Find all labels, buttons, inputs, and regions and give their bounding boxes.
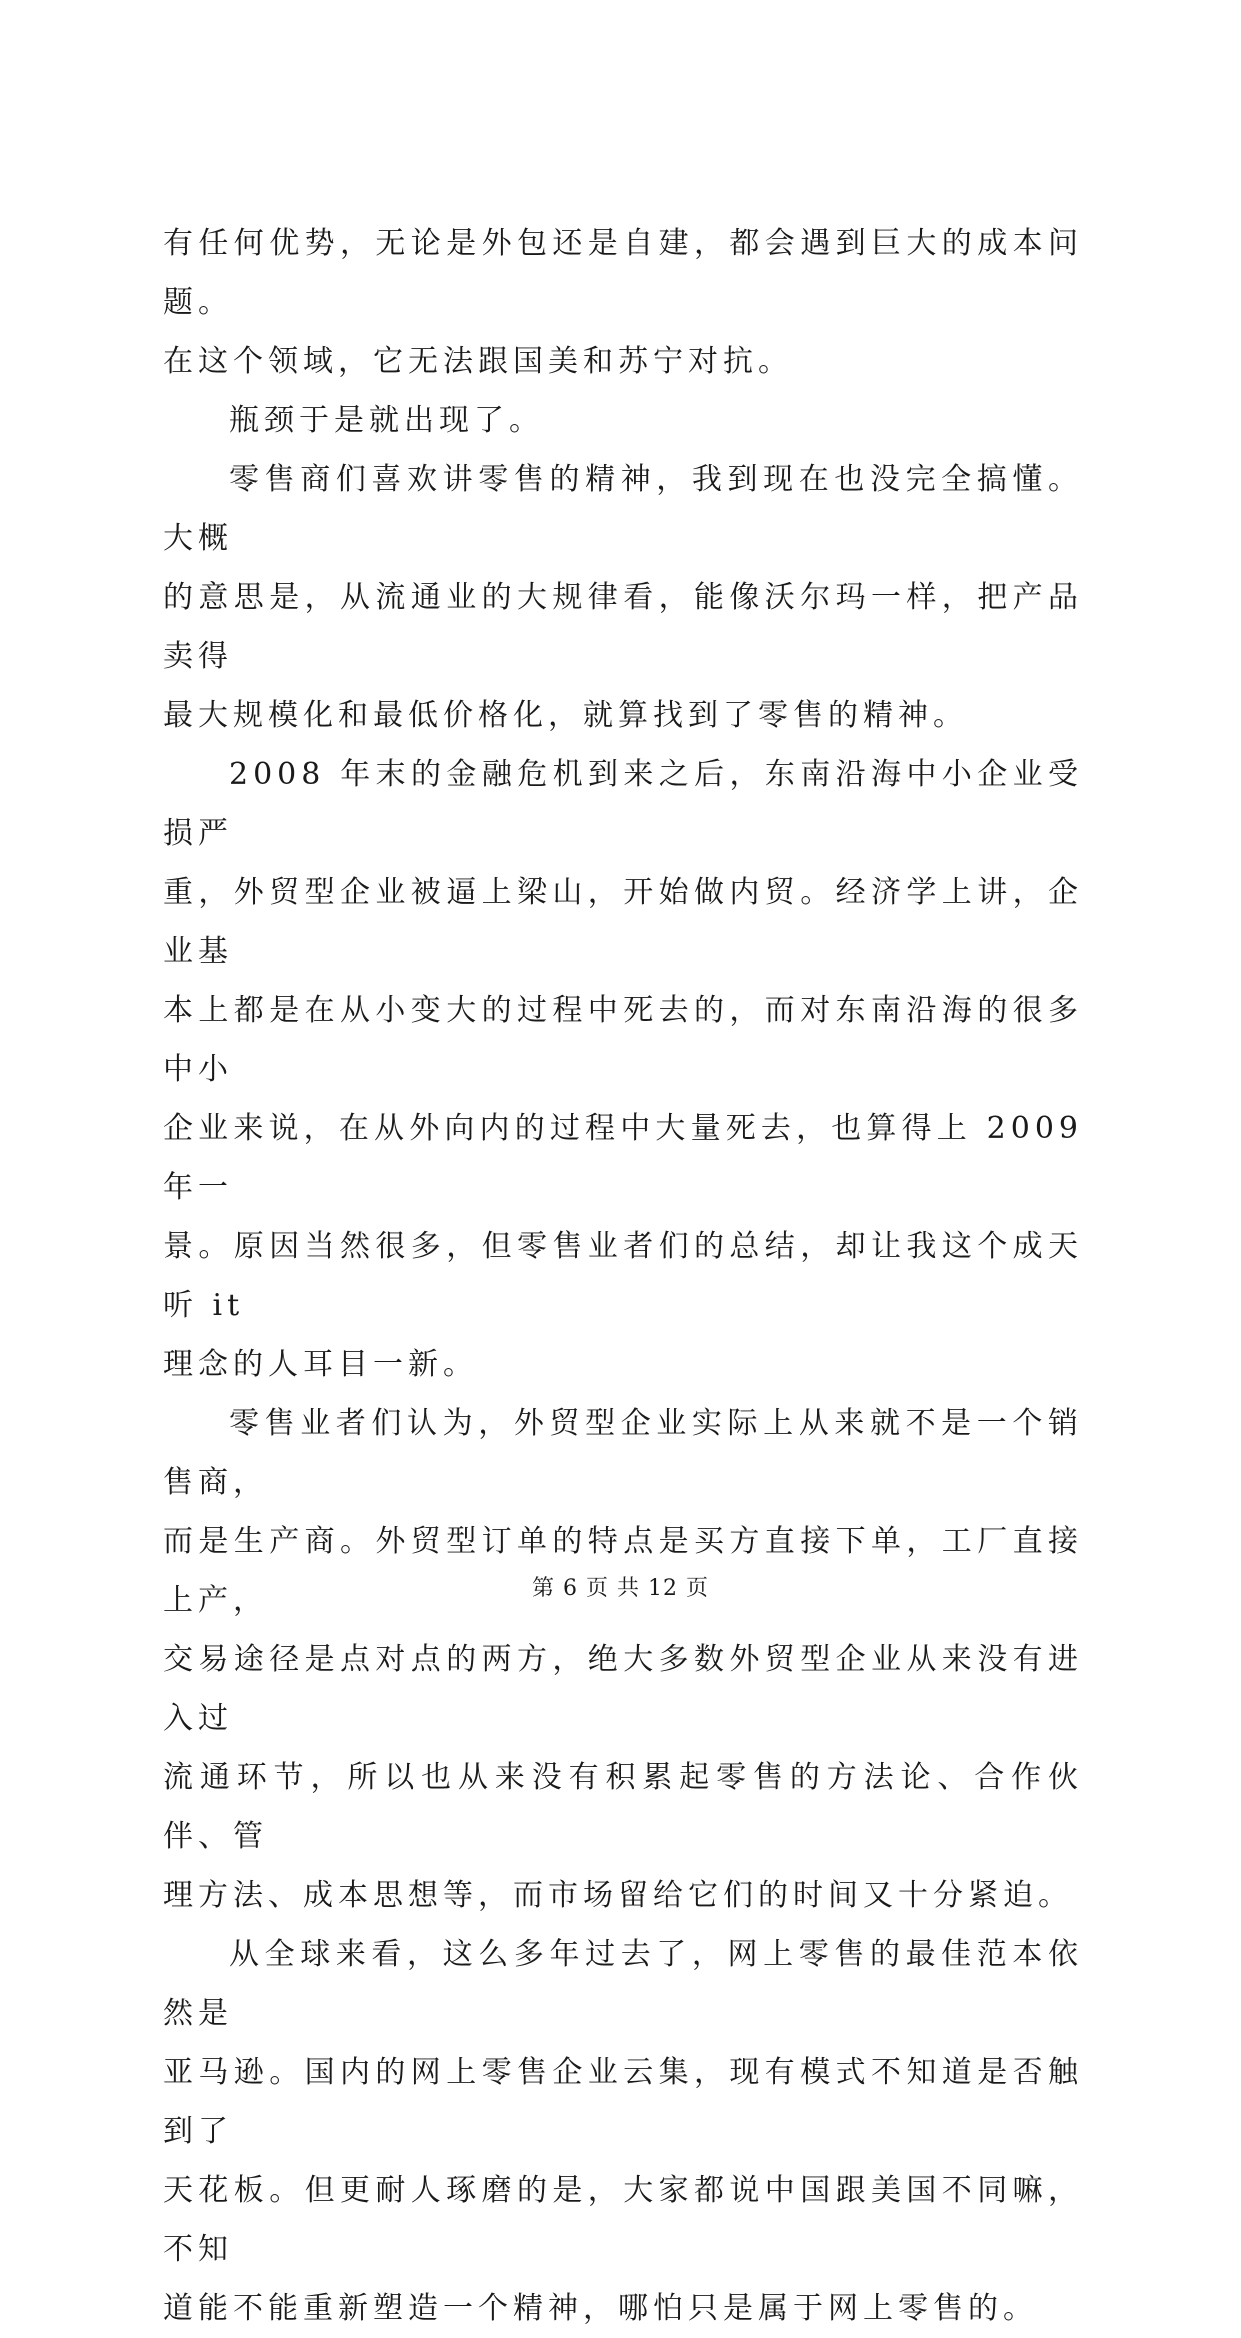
document-body	[163, 214, 1083, 2338]
page-number-footer: 第 6 页 共 12 页	[532, 1576, 709, 1601]
paragraph: 有任何优势，无论是外包还是自建，都会遇到巨大的成本问题。 在这个领域，它无法跟国美和苏宁对抗。	[163, 226, 1083, 379]
paragraph: 2008 年末的金融危机到来之后，东南沿海中小企业受损严 重，外贸型企业被逼上梁山，开始做内贸。经济学上讲，企业基 本上都是在从小变大的过程中死去的，而对东南沿海的很多中小 企业来说，在从外向内的过程中大量死去，也算得上 2009 年一 景。原因当然很多，但零售业者们的总结，却让我这个成天听 it 理念的人耳目一新。	[163, 757, 1083, 1382]
paragraph: 瓶颈于是就出现了。	[229, 403, 544, 438]
paragraph: 零售业者们认为，外贸型企业实际上从来就不是一个销售商， 而是生产商。外贸型订单的特点是买方直接下单，工厂直接上产， 交易途径是点对点的两方，绝大多数外贸型企业从来没有进入过 流通环节，所以也从来没有积累起零售的方法论、合作伙伴、管 理方法、成本思想等，而市场留给它们的时间又十分紧迫。	[163, 1406, 1083, 1913]
paragraph: 从全球来看，这么多年过去了，网上零售的最佳范本依然是 亚马逊。国内的网上零售企业云集，现有模式不知道是否触到了 天花板。但更耐人琢磨的是，大家都说中国跟美国不同嘛，不知 道能不能重新塑造一个精神，哪怕只是属于网上零售的。	[163, 1937, 1083, 2326]
paragraph: 零售商们喜欢讲零售的精神，我到现在也没完全搞懂。大概 的意思是，从流通业的大规律看，能像沃尔玛一样，把产品卖得 最大规模化和最低价格化，就算找到了零售的精神。	[163, 462, 1083, 733]
